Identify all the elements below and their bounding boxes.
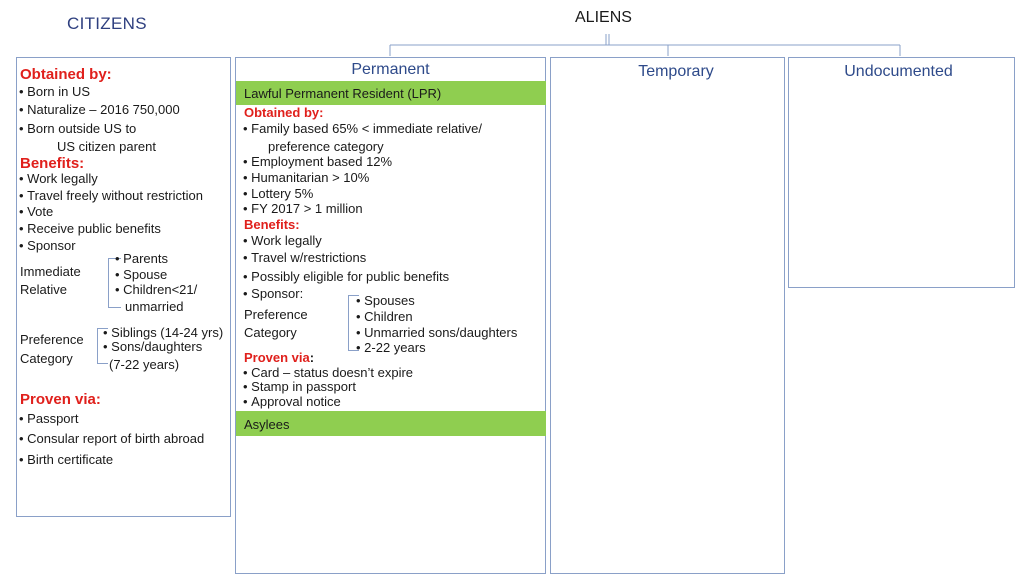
- citizens-proven-label: Proven via:: [20, 391, 101, 408]
- permanent-proven-item: • Card – status doesn’t expire: [243, 365, 413, 380]
- citizens-obtained-label: Obtained by:: [20, 66, 112, 83]
- immediate-item: • Spouse: [115, 267, 167, 282]
- permanent-benefit-item: • Travel w/restrictions: [243, 250, 366, 265]
- citizens-proven-item: • Passport: [19, 411, 78, 426]
- undocumented-title: Undocumented: [844, 63, 953, 80]
- citizens-obtained-item: • Born in US: [19, 84, 90, 99]
- permanent-title: Permanent: [351, 61, 430, 78]
- citizens-preference-cont: (7-22 years): [109, 357, 180, 372]
- citizens-benefit-item: • Work legally: [19, 171, 98, 186]
- citizens-preference-label: Preference: [20, 332, 84, 347]
- citizens-preference-item: • Siblings (14-24 yrs): [103, 325, 223, 340]
- immediate-item: • Children<21/: [115, 282, 197, 297]
- aliens-heading: ALIENS: [575, 9, 632, 26]
- immediate-relative-label: Immediate: [20, 264, 81, 279]
- sponsor-item: • Children: [356, 309, 413, 324]
- permanent-obtained-item: • Lottery 5%: [243, 186, 313, 201]
- citizens-proven-item: • Birth certificate: [19, 452, 113, 467]
- citizens-preference-label: Category: [20, 351, 73, 366]
- temporary-panel: [550, 57, 785, 574]
- citizens-benefit-item: • Receive public benefits: [19, 221, 161, 236]
- citizens-obtained-cont: US citizen parent: [57, 139, 156, 154]
- immediate-relative-label: Relative: [20, 282, 67, 297]
- temporary-title: Temporary: [638, 63, 714, 80]
- permanent-obtained-cont: preference category: [268, 139, 384, 154]
- citizens-proven-item: • Consular report of birth abroad: [19, 431, 204, 446]
- asylees-label: Asylees: [244, 417, 290, 432]
- citizens-benefit-item: • Vote: [19, 204, 53, 219]
- permanent-obtained-item: • Employment based 12%: [243, 154, 392, 169]
- permanent-proven-label: [244, 350, 314, 365]
- permanent-obtained-item: • Humanitarian > 10%: [243, 170, 369, 185]
- permanent-benefit-item: • Possibly eligible for public benefits: [243, 269, 449, 284]
- lpr-label: Lawful Permanent Resident (LPR): [244, 86, 442, 101]
- lpr-bar: [236, 81, 546, 105]
- permanent-obtained-label: Obtained by:: [244, 105, 324, 120]
- citizens-obtained-item: • Born outside US to: [19, 121, 136, 136]
- permanent-benefits-label: Benefits:: [244, 217, 300, 232]
- sponsor-item: • Unmarried sons/daughters: [356, 325, 517, 340]
- citizens-heading: CITIZENS: [67, 14, 147, 33]
- permanent-benefit-item: • Work legally: [243, 233, 322, 248]
- permanent-proven-word: Proven via: [244, 350, 310, 365]
- immediate-item: • Parents: [115, 251, 168, 266]
- permanent-proven-item: • Stamp in passport: [243, 379, 356, 394]
- permanent-obtained-item: • FY 2017 > 1 million: [243, 201, 363, 216]
- permanent-obtained-item: • Family based 65% < immediate relative/: [243, 121, 482, 136]
- permanent-proven-item: • Approval notice: [243, 394, 341, 409]
- permanent-benefit-item: • Sponsor:: [243, 286, 303, 301]
- asylees-bar: [236, 411, 546, 436]
- undocumented-panel: [788, 57, 1015, 288]
- sponsor-item: • Spouses: [356, 293, 415, 308]
- citizens-obtained-item: • Naturalize – 2016 750,000: [19, 102, 180, 117]
- permanent-preference-label: Category: [244, 325, 297, 340]
- citizens-benefit-item: • Travel freely without restriction: [19, 188, 203, 203]
- sponsor-item: • 2-22 years: [356, 340, 426, 355]
- citizens-benefit-item: • Sponsor: [19, 238, 76, 253]
- citizens-preference-item: • Sons/daughters: [103, 339, 202, 354]
- immediate-cont: unmarried: [125, 299, 184, 314]
- permanent-preference-label: Preference: [244, 307, 308, 322]
- citizens-benefits-label: Benefits:: [20, 155, 85, 172]
- permanent-proven-colon: :: [309, 350, 315, 365]
